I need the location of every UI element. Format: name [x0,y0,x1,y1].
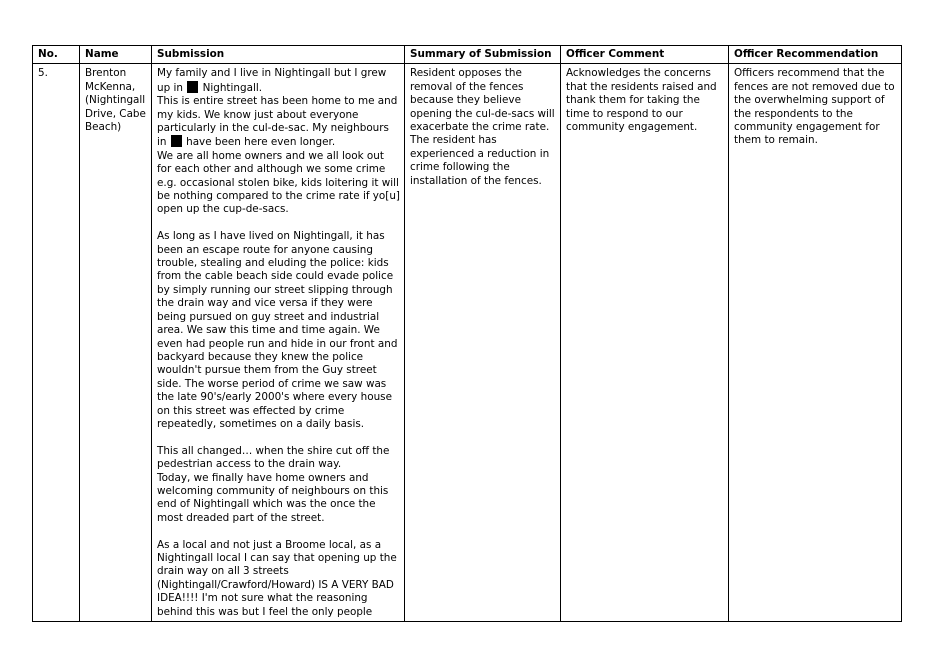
cell-name: Brenton McKenna, (Nightingall Drive, Cabe Beach) [80,64,152,622]
header-officer-comment: Officer Comment [561,46,729,64]
submission-paragraph-1 [157,67,400,216]
submissions-table [32,45,902,622]
header-name: Name [80,46,152,64]
submission-text: Nightingall. [202,81,263,94]
cell-no: 5. [33,64,80,622]
submission-text: My family and I live in Nightingall but I grew up in [157,67,387,94]
cell-officer-comment: Acknowledges the concerns that the residents raised and thank them for taking the time to respond to our community engagement. [561,64,729,622]
header-officer-recommendation: Officer Recommendation [729,46,902,64]
cell-summary: Resident opposes the removal of the fences because they believe opening the cul-de-sacs will exacerbate the crime rate. The resident has experienced a reduction in crime following the installation of the fences. [405,64,561,622]
header-no: No. [33,46,80,64]
submission-paragraph-2: As long as I have lived on Nightingall, it has been an escape route for anyone causing trouble, stealing and eluding the police: kids from the cable beach side could evade police by simply running our street slipping through the drain way and vice versa if they were being pursued on guy street and industrial area. We saw this time and time again. We even had people run and hide in our front and backyard because they knew the police wouldn't pursue them from the Guy street side. The worse period of crime we saw was the late 90's/early 2000's where every house on this street was effected by crime repeatedly, sometimes on a daily basis. [157,230,398,430]
header-submission: Submission [152,46,405,64]
header-summary: Summary of Submission [405,46,561,64]
cell-officer-recommendation: Officers recommend that the fences are not removed due to the overwhelming support of the respondents to the community engagement for them to remain. [729,64,902,622]
table-row [33,64,902,622]
redaction-block [187,81,198,93]
redaction-block [171,135,182,147]
document-page [32,45,901,622]
submission-text: Today, we finally have home owners and welcoming community of neighbours on this end of Nightingall which was the once the most dreaded part of the street. [157,471,389,524]
submission-text: have been here even longer. [186,136,336,149]
cell-submission [152,64,405,622]
table-header-row [33,46,902,64]
submission-text: This all changed… when the shire cut off the pedestrian access to the drain way. [157,444,390,471]
submission-text: This is entire street has been home to me and my kids. We know just about everyone particularly in the cul-de-sac. My neighbours in [157,95,398,149]
submission-paragraph-3 [157,445,400,525]
submission-text: We are all home owners and we all look out for each other and although we some crime e.g. occasional stolen bike, kids loitering it will be nothing compared to the crime rate if yo[u] open up the cup-de-sacs. [157,149,400,216]
submission-paragraph-4: As a local and not just a Broome local, as a Nightingall local I can say that opening up the drain way on all 3 streets (Nightingall/Crawford/Howard) IS A VERY BAD IDEA!!!! I'm not sure what the reasoning behind this was but I feel the only people [157,538,397,618]
